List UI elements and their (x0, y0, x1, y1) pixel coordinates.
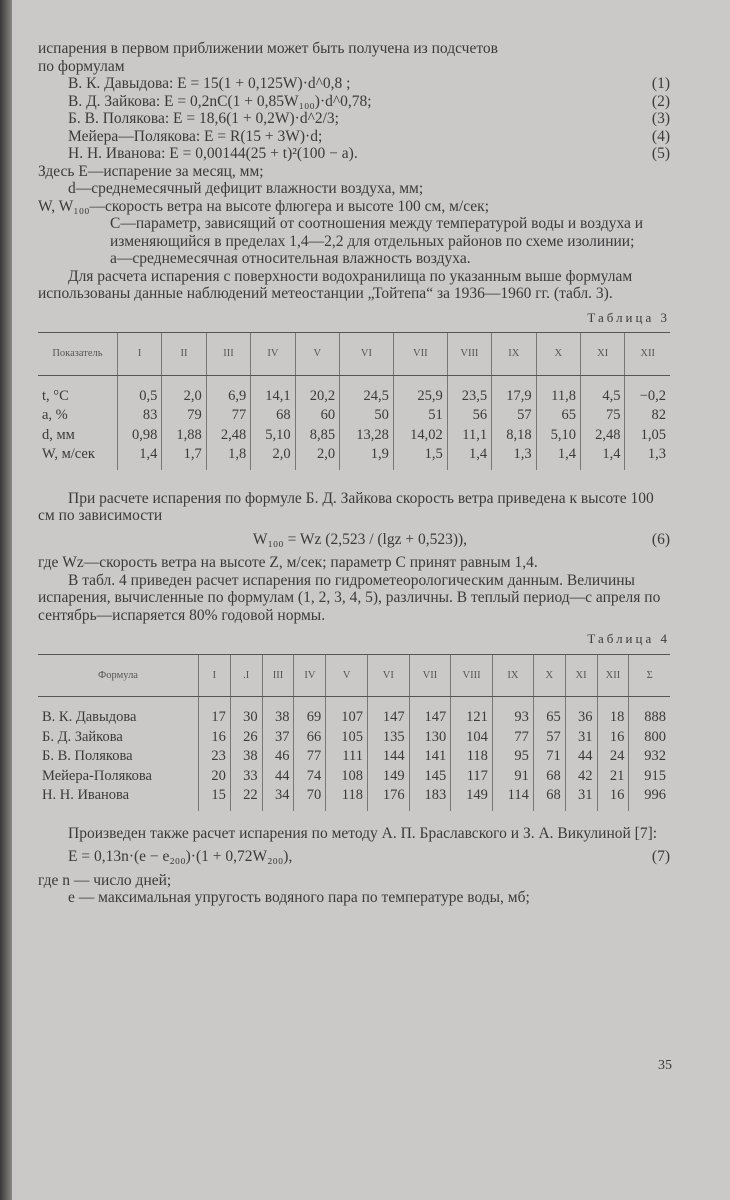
row-label: Мейера-Полякова (42, 767, 152, 784)
table-cell: 50 (340, 406, 394, 426)
table-cell: 147 (409, 697, 451, 728)
paragraph: В табл. 4 приведен расчет испарения по гидрометеорологическим данным. Величины испарения, вычисленные по формулам (1, 2, 3, 4, 5), различны. В теплый период—с апреля по сентябрь—испаряется 80% годовой нормы. (38, 571, 661, 624)
table-row (38, 697, 670, 728)
table-cell: 1,3 (492, 445, 536, 470)
table-cell: 6,9 (206, 375, 250, 406)
table-cell: 38 (230, 747, 262, 767)
column-header: VII (409, 654, 451, 697)
table-row (38, 406, 670, 426)
intro-line: по формулам (38, 57, 125, 75)
table-cell: 1,4 (536, 445, 580, 470)
row-label: t, °C (42, 387, 69, 404)
table-cell: 56 (447, 406, 491, 426)
page-edge-shadow (0, 0, 12, 1200)
column-header: XII (625, 333, 670, 376)
column-header: X (536, 333, 580, 376)
formula-number: (7) (651, 848, 670, 865)
table-cell: 2,0 (251, 445, 295, 470)
formula-number: (1) (651, 75, 670, 92)
table-cell: 800 (629, 728, 670, 748)
table-cell: 75 (581, 406, 625, 426)
formula-7 (38, 848, 670, 866)
table-header-row (38, 654, 670, 697)
tail-line: e — максимальная упругость водяного пара по температуре воды, мб; (68, 889, 530, 906)
table-cell: 117 (451, 767, 493, 787)
table-cell: 15 (198, 786, 230, 811)
column-header: VI (367, 654, 409, 697)
table-row (38, 728, 670, 748)
table-cell: 130 (409, 728, 451, 748)
table-cell: 105 (326, 728, 368, 748)
row-label: Б. Д. Зайкова (42, 728, 123, 745)
table-cell: 2,48 (581, 426, 625, 446)
table-cell: 16 (597, 786, 629, 811)
column-header: VIII (447, 333, 491, 376)
table-cell: 888 (629, 697, 670, 728)
table-cell: 141 (409, 747, 451, 767)
formula-list (38, 75, 670, 163)
table-cell: 13,28 (340, 426, 394, 446)
column-header: Показатель (38, 333, 117, 376)
table-cell: 107 (326, 697, 368, 728)
table-cell: 69 (294, 697, 326, 728)
definition: C—параметр, зависящий от соотношения между температурой воды и воздуха и изменяющийся в пределах 1,4—2,2 для отдельных районов по схеме изолинии; (110, 215, 644, 250)
table-cell: 1,8 (206, 445, 250, 470)
column-header: VI (340, 333, 394, 376)
table-header-row (38, 333, 670, 376)
table-cell: 8,85 (295, 426, 339, 446)
table-cell: 5,10 (536, 426, 580, 446)
formula-line (38, 75, 670, 93)
table-4 (38, 654, 670, 811)
table-cell: 79 (162, 406, 206, 426)
formula-number: (5) (651, 145, 670, 162)
table-cell: 34 (262, 786, 294, 811)
definition: Здесь E—испарение за месяц, мм; (38, 162, 264, 180)
table-cell: 71 (533, 747, 565, 767)
table-cell: 104 (451, 728, 493, 748)
table-cell: 176 (367, 786, 409, 811)
table-cell: 121 (451, 697, 493, 728)
table-cell: 5,10 (251, 426, 295, 446)
table-cell: 118 (451, 747, 493, 767)
table-cell: 1,9 (340, 445, 394, 470)
document-page (38, 40, 670, 907)
table-cell: 36 (565, 697, 597, 728)
table-cell: 83 (117, 406, 161, 426)
table-cell: 51 (393, 406, 447, 426)
paragraph: Для расчета испарения с поверхности водохранилища по указанным выше формулам использованы данные наблюдений метеостанции „Тойтепа“ за 1936—1960 гг. (табл. 3). (38, 267, 633, 302)
table-row (38, 786, 670, 811)
row-label: Б. В. Полякова (42, 748, 133, 764)
column-header: XI (565, 654, 597, 697)
definition: W, W₁₀₀—скорость ветра на высоте флюгера и высоте 100 см, м/сек; (38, 197, 490, 215)
table-cell: 2,0 (295, 445, 339, 470)
table-cell: 77 (492, 728, 533, 748)
table-cell: 77 (294, 747, 326, 767)
table-row (38, 375, 670, 406)
table-cell: 11,8 (536, 375, 580, 406)
formula-text: E = 0,13n·(e − e₂₀₀)·(1 + 0,72W₂₀₀), (68, 848, 293, 865)
table-cell: 16 (597, 728, 629, 748)
table-cell: 1,7 (162, 445, 206, 470)
table-cell: 26 (230, 728, 262, 748)
table-cell: 17 (198, 697, 230, 728)
column-header: V (326, 654, 368, 697)
formula-line (38, 145, 670, 163)
table-cell: 20 (198, 767, 230, 787)
page-number: 35 (658, 1058, 672, 1073)
table-cell: 68 (533, 767, 565, 787)
paragraph: где Wz—скорость ветра на высоте Z, м/сек; параметр C принят равным 1,4. (38, 554, 538, 571)
column-header: Σ (629, 654, 670, 697)
formula-text: Н. Н. Иванова: E = 0,00144(25 + t)²(100 − a). (68, 145, 358, 162)
table4-caption: Таблица 4 (587, 631, 670, 646)
table-cell: 108 (326, 767, 368, 787)
table-cell: 68 (533, 786, 565, 811)
table-cell: 30 (230, 697, 262, 728)
table-cell: −0,2 (625, 375, 670, 406)
column-header: III (262, 654, 294, 697)
table-cell: 16 (198, 728, 230, 748)
table-cell: 114 (492, 786, 533, 811)
column-header: IX (492, 333, 536, 376)
table-cell: 183 (409, 786, 451, 811)
table-cell: 2,0 (162, 375, 206, 406)
formula-text: В. Д. Зайкова: E = 0,2nC(1 + 0,85W₁₀₀)·d^0,78; (68, 92, 372, 110)
table-cell: 17,9 (492, 375, 536, 406)
table-cell: 66 (294, 728, 326, 748)
table-cell: 4,5 (581, 375, 625, 406)
row-label: В. К. Давыдова (42, 709, 137, 725)
table-cell: 915 (629, 767, 670, 787)
row-label: a, % (42, 407, 68, 423)
table-cell: 65 (536, 406, 580, 426)
table-cell: 91 (492, 767, 533, 787)
table-cell: 42 (565, 767, 597, 787)
table-cell: 1,88 (162, 426, 206, 446)
formula-text: Мейера—Полякова: E = R(15 + 3W)·d; (68, 127, 323, 145)
column-header: I (117, 333, 161, 376)
table-cell: 932 (629, 747, 670, 767)
table-cell: 65 (533, 697, 565, 728)
table-3 (38, 332, 670, 470)
table-cell: 145 (409, 767, 451, 787)
table-cell: 2,48 (206, 426, 250, 446)
table-cell: 0,5 (117, 375, 161, 406)
paragraph: Произведен также расчет испарения по методу А. П. Браславского и З. А. Викулиной [7]: (68, 824, 658, 842)
table-cell: 95 (492, 747, 533, 767)
table-cell: 11,1 (447, 426, 491, 446)
column-header: X (533, 654, 565, 697)
table-cell: 23 (198, 747, 230, 767)
table-cell: 149 (451, 786, 493, 811)
table-row (38, 426, 670, 446)
row-label: d, мм (42, 426, 75, 443)
table-cell: 135 (367, 728, 409, 748)
formula-text: В. К. Давыдова: E = 15(1 + 0,125W)·d^0,8 ; (68, 75, 351, 92)
formula-line (38, 93, 670, 111)
column-header: IV (294, 654, 326, 697)
table-cell: 1,05 (625, 426, 670, 446)
table-cell: 118 (326, 786, 368, 811)
table-cell: 111 (326, 747, 368, 767)
table-cell: 18 (597, 697, 629, 728)
table-cell: 23,5 (447, 375, 491, 406)
table-cell: 147 (367, 697, 409, 728)
column-header: IV (251, 333, 295, 376)
table-cell: 93 (492, 697, 533, 728)
formula-number: (4) (651, 127, 670, 145)
table-cell: 14,1 (251, 375, 295, 406)
table-cell: 1,4 (447, 445, 491, 470)
definition: d—среднемесячный дефицит влажности воздуха, мм; (68, 180, 424, 197)
table-row (38, 445, 670, 470)
table-cell: 144 (367, 747, 409, 767)
table-cell: 70 (294, 786, 326, 811)
table-cell: 37 (262, 728, 294, 748)
row-label: W, м/сек (42, 446, 95, 462)
column-header: V (295, 333, 339, 376)
table-cell: 44 (565, 747, 597, 767)
definition: a—среднемесячная относительная влажность воздуха. (110, 250, 471, 267)
column-header: XI (581, 333, 625, 376)
table-row (38, 767, 670, 787)
table-cell: 149 (367, 767, 409, 787)
table-cell: 25,9 (393, 375, 447, 406)
table-cell: 77 (206, 406, 250, 426)
table-cell: 68 (251, 406, 295, 426)
table-cell: 22 (230, 786, 262, 811)
table-cell: 1,4 (581, 445, 625, 470)
column-header: VII (393, 333, 447, 376)
table-cell: 21 (597, 767, 629, 787)
table-cell: 1,4 (117, 445, 161, 470)
table-cell: 20,2 (295, 375, 339, 406)
table-cell: 46 (262, 747, 294, 767)
table-cell: 60 (295, 406, 339, 426)
paragraph: При расчете испарения по формуле Б. Д. Зайкова скорость ветра приведена к высоте 100 см по зависимости (38, 489, 654, 524)
table-cell: 57 (533, 728, 565, 748)
table-cell: 38 (262, 697, 294, 728)
column-header: Формула (38, 654, 198, 697)
column-header: XII (597, 654, 629, 697)
formula-number: (3) (651, 110, 670, 127)
column-header: IX (492, 654, 533, 697)
formula-number: (6) (651, 530, 670, 548)
formula-line (38, 128, 670, 146)
table-row (38, 747, 670, 767)
table-cell: 24,5 (340, 375, 394, 406)
table-cell: 8,18 (492, 426, 536, 446)
table-cell: 14,02 (393, 426, 447, 446)
table-cell: 24 (597, 747, 629, 767)
table-cell: 1,3 (625, 445, 670, 470)
table-cell: 44 (262, 767, 294, 787)
table-cell: 31 (565, 728, 597, 748)
table-cell: 31 (565, 786, 597, 811)
formula-number: (2) (651, 92, 670, 110)
table-cell: 996 (629, 786, 670, 811)
intro-line: испарения в первом приближении может быть получена из подсчетов (38, 40, 498, 57)
row-label: Н. Н. Иванова (42, 787, 130, 803)
table-cell: 1,5 (393, 445, 447, 470)
table-cell: 0,98 (117, 426, 161, 446)
column-header: I (198, 654, 230, 697)
formula-text: W₁₀₀ = Wz (2,523 / (lgz + 0,523)), (252, 530, 468, 548)
table-cell: 33 (230, 767, 262, 787)
tail-line: где n — число дней; (38, 871, 172, 889)
formula-text: Б. В. Полякова: E = 18,6(1 + 0,2W)·d^2/3; (68, 110, 339, 127)
column-header: VIII (451, 654, 493, 697)
table-cell: 57 (492, 406, 536, 426)
formula-line (38, 110, 670, 128)
formula-6 (38, 531, 670, 549)
column-header: .I (230, 654, 262, 697)
table-cell: 74 (294, 767, 326, 787)
table-cell: 82 (625, 406, 670, 426)
column-header: III (206, 333, 250, 376)
table3-caption: Таблица 3 (587, 309, 670, 325)
column-header: II (162, 333, 206, 376)
